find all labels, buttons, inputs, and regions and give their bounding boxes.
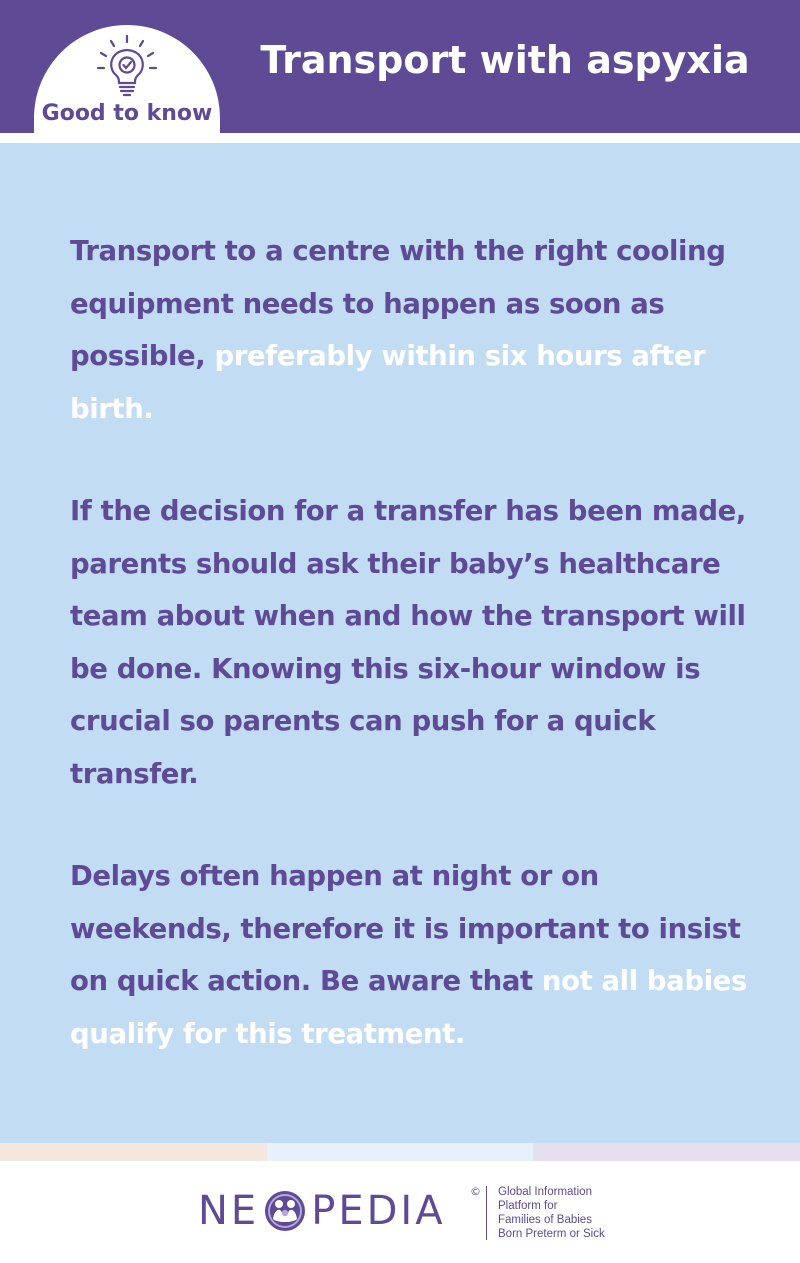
paragraph-delays [70, 850, 760, 1060]
tagline-line: Global Information [498, 1186, 592, 1198]
highlighted-text: preferably within six hours after birth. [70, 340, 706, 425]
highlighted-text: not all babies qualify for this treatment. [70, 965, 747, 1050]
stripe-light-blue [267, 1143, 534, 1161]
paragraph-transport-timing [70, 225, 760, 435]
neopedia-logo [198, 1183, 446, 1239]
paragraph-transfer-decision [70, 485, 760, 800]
tagline-line: Born Preterm or Sick [498, 1228, 605, 1240]
stripe-lavender [533, 1143, 800, 1161]
logo-text-right: PEDIA [311, 1188, 446, 1234]
header-bar [0, 0, 800, 133]
family-circle-icon [263, 1189, 307, 1233]
lightbulb-check-icon [92, 33, 162, 103]
tagline [498, 1185, 605, 1241]
badge-label: Good to know [41, 101, 213, 126]
stripe-peach [0, 1143, 267, 1161]
good-to-know-badge [34, 25, 220, 133]
footer-divider [486, 1186, 487, 1240]
copyright-mark: © [470, 1185, 481, 1198]
tagline-line: Platform for [498, 1200, 558, 1212]
page-title: Transport with aspyxia [260, 38, 750, 82]
body-text: Delays often happen at night or on weekends, therefore it is important to insist on quick action. Be aware that [70, 860, 741, 997]
footer [0, 1161, 800, 1263]
logo-text-left: NE [198, 1188, 260, 1234]
tagline-line: Families of Babies [498, 1214, 592, 1226]
body-text: If the decision for a transfer has been made, parents should ask their baby’s healthcare team about when and how the transport will be done. Knowing this six-hour window is crucial so parents can push for a quick transfer. [70, 495, 746, 790]
color-stripes [0, 1143, 800, 1161]
body-text: Transport to a centre with the right cooling equipment needs to happen as soon as possible, [70, 235, 726, 372]
header-divider [0, 133, 800, 143]
